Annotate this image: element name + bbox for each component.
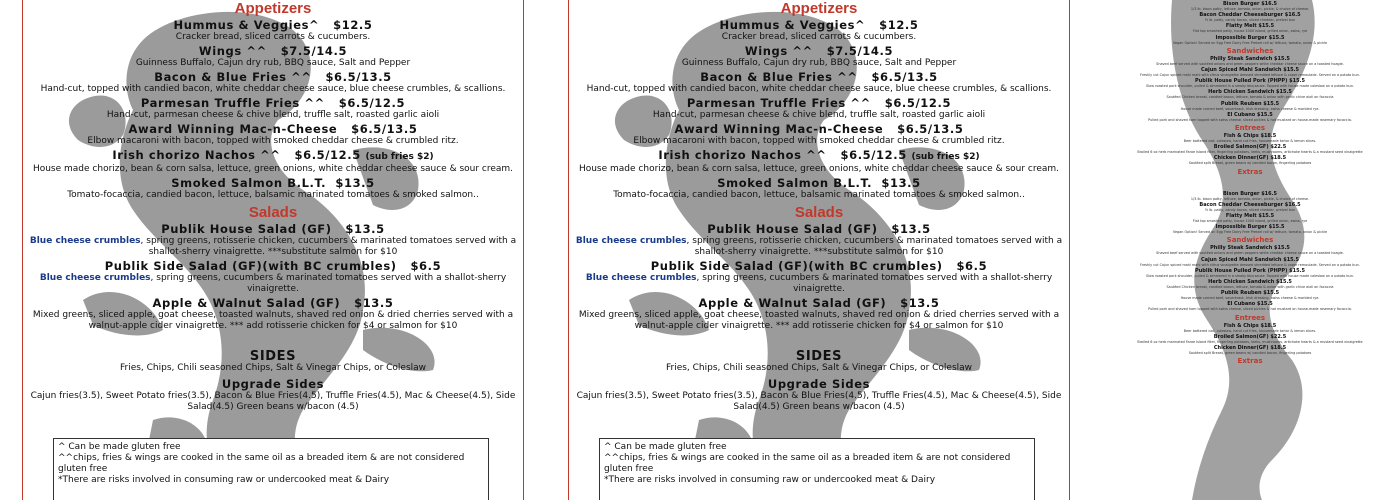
entrees-heading: Entrees [1234, 313, 1266, 322]
menu-item-desc: Hand-cut, parmesan cheese & chive blend, truffle salt, roasted garlic aioli [652, 110, 986, 120]
menu-item-desc: House made corned beef, sauerkraut, Irish dressing, swiss cheese & marbled rye. [1180, 106, 1320, 111]
menu-item-title: Hummus & Veggies^ $12.5 [173, 18, 373, 32]
allergen-notes [53, 438, 489, 500]
note-line: *There are risks involved in consuming raw or undercooked meat & Dairy [58, 475, 390, 485]
menu-item-desc: Tomato-focaccia, candied bacon, lettuce, balsamic marinated tomatoes & smoked salmon.. [67, 190, 479, 200]
menu-item-desc: Hand-cut, topped with candied bacon, white cheddar cheese sauce, blue cheese crumbles, & scallions. [586, 84, 1052, 94]
menu-item-desc: Elbow macaroni with bacon, topped with smoked cheddar cheese & crumbled ritz. [87, 136, 459, 146]
menu-item-title: Publik Side Salad (GF)(with BC crumbles) $6.5 [650, 259, 988, 273]
menu-content [569, 0, 1069, 413]
menu-item-desc: Freshly cut Cajun spiced mahi mahi with citrus vinaigrette dressed shredded lettuce & caper remoulade. Served on a potato bun. [1140, 262, 1360, 267]
salads-heading: Salads [794, 204, 844, 221]
menu-item-title: Publik House Pulled Pork (PHPP) $15.5 [1195, 78, 1305, 85]
menu-item-title: Hummus & Veggies^ $12.5 [719, 18, 919, 32]
menu-item-desc: Slow roasted pork shoulder, pulled & simmered in a smoky bbq sauce. Topped with house made coleslaw on a potato bun. [1146, 273, 1354, 278]
menu-item-title: Irish chorizo Nachos ^^ $6.5/12.5 (sub fries $2) [658, 148, 980, 162]
note-line: ^ Can be made gluten free [604, 442, 727, 452]
sandwiches-heading: Sandwiches [1226, 46, 1274, 55]
menu-item-title: Impossible Burger $15.5 [1215, 224, 1285, 231]
menu-item-title: Bacon Cheddar Cheeseburger $16.5 [1199, 201, 1301, 208]
menu-item-desc: Shaved beef served with sautéed onions and green peppers white cheddar cheese sauce on a toasted hoagie. [1156, 61, 1344, 66]
menu-item-desc: ½ lb. patty, candy bacon, sliced cheddar, pretzel bun [1204, 18, 1296, 23]
menu-item-title: Publik House Salad (GF) $13.5 [707, 222, 931, 236]
right-menu-copy-1 [1112, 1, 1388, 176]
menu-item-desc: Cracker bread, sliced carrots & cucumbers. [175, 32, 371, 42]
menu-item-desc: Guinness Buffalo, Cajun dry rub, BBQ sauce, Salt and Pepper [681, 58, 957, 68]
menu-item-title: Flatty Melt $15.5 [1225, 23, 1275, 30]
menu-item-title: Award Winning Mac-n-Cheese $6.5/13.5 [674, 122, 964, 136]
appetizers-heading: Appetizers [234, 0, 312, 17]
menu-item-title: Philly Steak Sandwich $15.5 [1210, 245, 1290, 252]
menu-page-middle [568, 0, 1070, 500]
menu-item-desc: Cracker bread, sliced carrots & cucumbers. [721, 32, 917, 42]
menu-item-desc: Broiled 6 oz herb marinated Faroe Island fillet, fingerling potatoes, leeks, mushrooms, artichoke hearts & a mustard seed vinaigrette [1137, 150, 1363, 155]
menu-page-right [1112, 0, 1388, 500]
extras-heading: Extras [1237, 357, 1263, 366]
menu-item-desc: Sautéed Chicken breast, candied bacon, lettuce, tomato & onion with garlic chive aioli on focaccia [1166, 95, 1334, 100]
menu-item-desc: Mixed greens, sliced apple, goat cheese, toasted walnuts, shaved red onion & dried cherries served with a walnut-apple cider vinaigrette. *** add rotisserie chicken for $4 or salmon for $10 [578, 310, 1060, 331]
upgrade-sides-heading: Upgrade Sides [221, 377, 325, 391]
note-line: ^ Can be made gluten free [58, 442, 181, 452]
menu-page-left [22, 0, 524, 500]
upgrade-sides-heading: Upgrade Sides [767, 377, 871, 391]
menu-item-desc: Vegan Option! Served on Egg Free Dairy Free Pretzel roll w/ lettuce, tomato, onion & pickle [1172, 40, 1328, 45]
sides-desc: Fries, Chips, Chili seasoned Chips, Salt & Vinegar Chips, or Coleslaw [665, 363, 973, 373]
menu-item-title: Publik House Salad (GF) $13.5 [161, 222, 385, 236]
menu-item-desc: House made chorizo, bean & corn salsa, lettuce, green onions, white cheddar cheese sauce & sour cream. [578, 164, 1060, 174]
menu-item-desc: House made corned beef, sauerkraut, Irish dressing, swiss cheese & marbled rye. [1180, 296, 1320, 301]
note-line: ^^chips, fries & wings are cooked in the same oil as a breaded item & are not considered gluten free [58, 453, 465, 474]
menu-item-title: Cajun Spiced Mahi Sandwich $15.5 [1200, 256, 1300, 263]
menu-item-title: Cajun Spiced Mahi Sandwich $15.5 [1200, 67, 1300, 74]
menu-item-title: Bison Burger $16.5 [1222, 1, 1278, 7]
menu-item-desc: Vegan Option! Served on Egg Free Dairy Free Pretzel roll w/ lettuce, tomato, onion & pickle [1172, 230, 1328, 235]
upgrade-sides-desc: Cajun fries(3.5), Sweet Potato fries(3.5), Bacon & Blue Fries(4.5), Truffle Fries(4.5), Mac & Cheese(4.5), Side Salad(4.5) Green beans w/bacon (4.5) [30, 391, 516, 412]
menu-item-title: Parmesan Truffle Fries ^^ $6.5/12.5 [686, 96, 952, 110]
sides-heading: SIDES [249, 349, 297, 364]
menu-item-desc: Freshly cut Cajun spiced mahi mahi with citrus vinaigrette dressed shredded lettuce & caper remoulade. Served on a potato bun. [1140, 73, 1360, 78]
right-menu-copy-2 [1112, 191, 1388, 366]
menu-item-desc: 1/3 lb. bison patty, lettuce, tomato, onion, pickle, & choice of cheese. [1190, 196, 1310, 201]
menu-item-title: Bacon Cheddar Cheeseburger $16.5 [1199, 12, 1301, 19]
menu-item-title: Fish & Chips $18.5 [1223, 133, 1277, 140]
allergen-notes [599, 438, 1035, 500]
sides-heading: SIDES [795, 349, 843, 364]
menu-item-title: Fish & Chips $18.5 [1223, 322, 1277, 329]
menu-item-title: Smoked Salmon B.L.T. $13.5 [171, 176, 375, 190]
menu-item-desc: Blue cheese crumbles, spring greens, rotisserie chicken, cucumbers & marinated tomatoes served with a shallot-sherry vinaigrette. ***substitute salmon for $10 [575, 236, 1063, 257]
menu-item-title: El Cubano $15.5 [1227, 111, 1273, 118]
upgrade-sides-desc: Cajun fries(3.5), Sweet Potato fries(3.5), Bacon & Blue Fries(4.5), Truffle Fries(4.5), Mac & Cheese(4.5), Side Salad(4.5) Green beans w/bacon (4.5) [576, 391, 1062, 412]
menu-item-title: Publik Side Salad (GF)(with BC crumbles) $6.5 [104, 259, 442, 273]
menu-item-title: Bacon & Blue Fries ^^ $6.5/13.5 [154, 70, 392, 84]
menu-item-desc: Beer battered cod, coleslaw, hand cut fries, housemade tartar & lemon slices. [1183, 139, 1317, 144]
menu-item-title: Flatty Melt $15.5 [1225, 213, 1275, 220]
menu-item-desc: Pulled pork and shaved ham topped with swiss cheese, sliced pickles & hot mustard on house-made rosemary focaccia. [1148, 117, 1352, 122]
menu-item-desc: Beer battered cod, coleslaw, hand cut fries, housemade tartar & lemon slices. [1183, 328, 1317, 333]
menu-item-title: Publik House Pulled Pork (PHPP) $15.5 [1195, 267, 1305, 274]
menu-item-title: Bison Burger $16.5 [1222, 190, 1278, 197]
menu-item-title: Parmesan Truffle Fries ^^ $6.5/12.5 [140, 96, 406, 110]
menu-item-title: Award Winning Mac-n-Cheese $6.5/13.5 [128, 122, 418, 136]
menu-item-title: El Cubano $15.5 [1227, 301, 1273, 308]
menu-item-title: Publik Reuben $15.5 [1220, 100, 1280, 107]
menu-item-desc: Blue cheese crumbles, spring greens, cucumbers & marinated tomatoes served with a shallot-sherry vinaigrette. [39, 273, 507, 294]
sandwiches-heading: Sandwiches [1226, 236, 1274, 245]
entrees-heading: Entrees [1234, 124, 1266, 133]
menu-item-title: Apple & Walnut Salad (GF) $13.5 [152, 296, 394, 310]
menu-item-desc: Hand-cut, parmesan cheese & chive blend, truffle salt, roasted garlic aioli [106, 110, 440, 120]
salads-heading: Salads [248, 204, 298, 221]
menu-item-desc: Broiled 6 oz herb marinated Faroe Island fillet, fingerling potatoes, leeks, mushrooms, artichoke hearts & a mustard seed vinaigrette [1137, 339, 1363, 344]
extras-heading: Extras [1237, 167, 1263, 176]
menu-item-title: Smoked Salmon B.L.T. $13.5 [717, 176, 921, 190]
menu-item-desc: Tomato-focaccia, candied bacon, lettuce, balsamic marinated tomatoes & smoked salmon.. [613, 190, 1025, 200]
menu-item-title: Bacon & Blue Fries ^^ $6.5/13.5 [700, 70, 938, 84]
menu-item-desc: Flat top smashed patty, house 1000 island, grilled onion, swiss, rye [1192, 219, 1308, 224]
menu-item-title: Wings ^^ $7.5/14.5 [744, 44, 894, 58]
menu-item-title: Herb Chicken Sandwich $15.5 [1208, 279, 1292, 286]
menu-item-title: Philly Steak Sandwich $15.5 [1210, 55, 1290, 62]
menu-item-title: Herb Chicken Sandwich $15.5 [1208, 89, 1292, 96]
note-line: *There are risks involved in consuming raw or undercooked meat & Dairy [604, 475, 936, 485]
menu-item-desc: ½ lb. patty, candy bacon, sliced cheddar, pretzel bun [1204, 207, 1296, 212]
menu-item-desc: Elbow macaroni with bacon, topped with smoked cheddar cheese & crumbled ritz. [633, 136, 1005, 146]
menu-item-desc: Hand-cut, topped with candied bacon, white cheddar cheese sauce, blue cheese crumbles, & scallions. [40, 84, 506, 94]
menu-content [23, 0, 523, 413]
sides-desc: Fries, Chips, Chili seasoned Chips, Salt & Vinegar Chips, or Coleslaw [119, 363, 427, 373]
appetizers-heading: Appetizers [780, 0, 858, 17]
menu-item-title: Apple & Walnut Salad (GF) $13.5 [698, 296, 940, 310]
menu-item-desc: Mixed greens, sliced apple, goat cheese, toasted walnuts, shaved red onion & dried cherries served with a walnut-apple cider vinaigrette. *** add rotisserie chicken for $4 or salmon for $10 [32, 310, 514, 331]
note-line: ^^chips, fries & wings are cooked in the same oil as a breaded item & are not considered gluten free [604, 453, 1011, 474]
menu-item-desc: Guinness Buffalo, Cajun dry rub, BBQ sauce, Salt and Pepper [135, 58, 411, 68]
menu-item-desc: Sautéed split Breast, green beans w/ candied bacon, fingerling potatoes [1188, 351, 1312, 356]
menu-item-title: Broiled Salmon(GF) $22.5 [1213, 144, 1287, 151]
menu-item-desc: Flat top smashed patty, house 1000 island, grilled onion, swiss, rye [1192, 29, 1308, 34]
menu-item-title: Impossible Burger $15.5 [1215, 34, 1285, 41]
menu-item-desc: Slow roasted pork shoulder, pulled & simmered in a smoky bbq sauce. Topped with house made coleslaw on a potato bun. [1146, 84, 1354, 89]
menu-item-desc: Sautéed split Breast, green beans w/ candied bacon, fingerling potatoes [1188, 161, 1312, 166]
menu-item-desc: House made chorizo, bean & corn salsa, lettuce, green onions, white cheddar cheese sauce & sour cream. [32, 164, 514, 174]
menu-item-desc: 1/3 lb. bison patty, lettuce, tomato, onion, pickle, & choice of cheese. [1190, 7, 1310, 11]
menu-item-title: Chicken Dinner(GF) $18.5 [1213, 155, 1287, 162]
menu-item-desc: Sautéed Chicken breast, candied bacon, lettuce, tomato & onion with garlic chive aioli on focaccia [1166, 285, 1334, 290]
menu-item-title: Wings ^^ $7.5/14.5 [198, 44, 348, 58]
menu-item-title: Publik Reuben $15.5 [1220, 290, 1280, 297]
menu-item-title: Irish chorizo Nachos ^^ $6.5/12.5 (sub fries $2) [112, 148, 434, 162]
menu-item-desc: Pulled pork and shaved ham topped with swiss cheese, sliced pickles & hot mustard on house-made rosemary focaccia. [1148, 307, 1352, 312]
menu-item-title: Broiled Salmon(GF) $22.5 [1213, 333, 1287, 340]
menu-item-desc: Shaved beef served with sautéed onions and green peppers white cheddar cheese sauce on a toasted hoagie. [1156, 251, 1344, 256]
menu-item-desc: Blue cheese crumbles, spring greens, rotisserie chicken, cucumbers & marinated tomatoes served with a shallot-sherry vinaigrette. ***substitute salmon for $10 [29, 236, 517, 257]
menu-item-desc: Blue cheese crumbles, spring greens, cucumbers & marinated tomatoes served with a shallot-sherry vinaigrette. [585, 273, 1053, 294]
menu-item-title: Chicken Dinner(GF) $18.5 [1213, 345, 1287, 352]
right-menu-content [1112, 1, 1388, 365]
